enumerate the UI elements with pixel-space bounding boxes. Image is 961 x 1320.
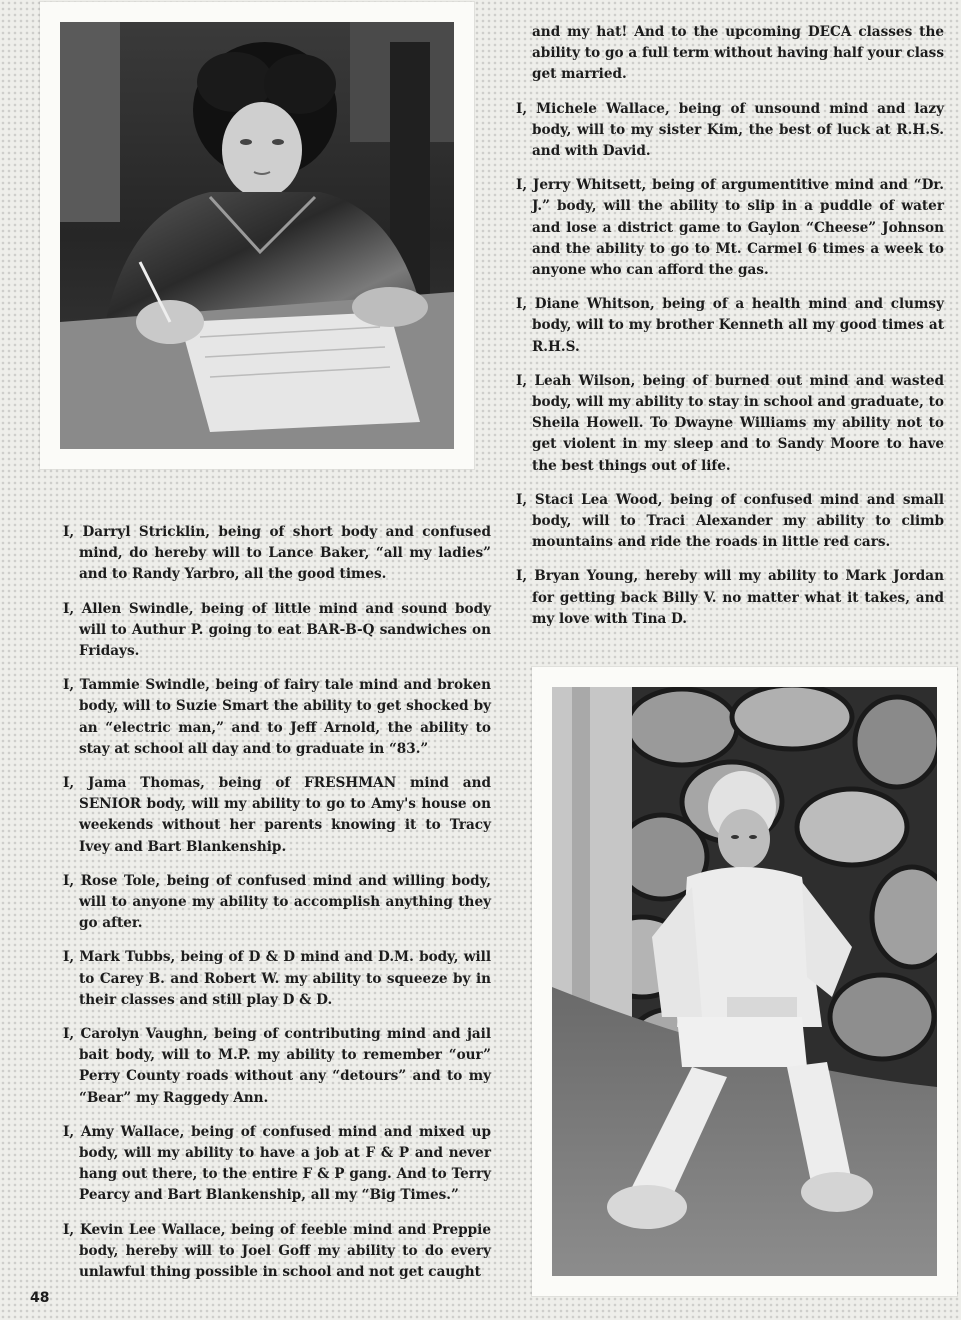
will-entry: I, Mark Tubbs, being of D & D mind and D.M. body, will to Carey B. and Robert W. my ability to squeeze by in their classes and still play D & D. (63, 949, 491, 1008)
will-entry: I, Carolyn Vaughn, being of contributing mind and jail bait body, will to M.P. my ability to remember “our” Perry County roads without any “detours” and to my “Bear” my Raggedy Ann. (63, 1026, 491, 1106)
will-entry-continuation: and my hat! And to the upcoming DECA classes the ability to go a full term without having half your class get married. (532, 24, 944, 83)
right-column (516, 22, 944, 643)
photo-boy-stone-wall (532, 667, 957, 1296)
page-number: 48 (30, 1290, 50, 1306)
will-entry: I, Michele Wallace, being of unsound mind and lazy body, will to my sister Kim, the best of luck at R.H.S. and with David. (516, 100, 944, 160)
will-entry: I, Allen Swindle, being of little mind and sound body will to Authur P. going to eat BAR-B-Q sandwiches on Fridays. (63, 600, 491, 660)
will-entry: I, Amy Wallace, being of confused mind and mixed up body, will my ability to have a job at F & P and never hang out there, to the entire F & P gang. And to Terry Pearcy and Bart Blankenship, all my “Big Times.” (63, 1123, 491, 1204)
will-entry: I, Leah Wilson, being of burned out mind and wasted body, will my ability to stay in school and graduate, to Sheila Howell. To Dwayne Williams my ability not to get violent in my sleep and to Sandy Moore to have the best things out of life. (516, 372, 944, 474)
will-entry: I, Darryl Stricklin, being of short body and confused mind, do hereby will to Lance Baker, “all my ladies” and to Randy Yarbro, all the good times. (63, 524, 491, 583)
will-entry: I, Rose Tole, being of confused mind and willing body, will to anyone my ability to accomplish anything they go after. (63, 872, 491, 932)
will-entry: I, Tammie Swindle, being of fairy tale mind and broken body, will to Suzie Smart the ability to get shocked by an “electric man,” and to Jeff Arnold, the ability to stay at school all day and to graduate in “83.” (63, 677, 491, 757)
will-entry: I, Diane Whitson, being of a health mind and clumsy body, will to my brother Kenneth all my good times at R.H.S. (516, 296, 944, 355)
photo-boy-stone-wall-image (552, 687, 937, 1276)
will-entry: I, Staci Lea Wood, being of confused mind and small body, will to Traci Alexander my ability to climb mountains and ride the roads in little red cars. (516, 491, 944, 551)
left-column (63, 522, 491, 1296)
photo-girl-writing (40, 2, 474, 469)
will-entry: I, Bryan Young, hereby will my ability to Mark Jordan for getting back Billy V. no matter what it takes, and my love with Tina D. (516, 568, 944, 627)
will-entry: I, Jerry Whitsett, being of argumentitive mind and “Dr. J.” body, will the ability to slip in a puddle of water and lose a district game to Gaylon “Cheese” Johnson and the ability to go to Mt. Carmel 6 times a week to anyone who can afford the gas. (516, 177, 944, 279)
will-entry: I, Jama Thomas, being of FRESHMAN mind and SENIOR body, will my ability to go to Amy's house on weekends without her parents knowing it to Tracy Ivey and Bart Blankenship. (63, 775, 491, 855)
photo-girl-writing-image (60, 22, 454, 449)
will-entry: I, Kevin Lee Wallace, being of feeble mind and Preppie body, hereby will to Joel Goff my ability to do every unlawful thing possible in school and not get caught (63, 1221, 491, 1281)
